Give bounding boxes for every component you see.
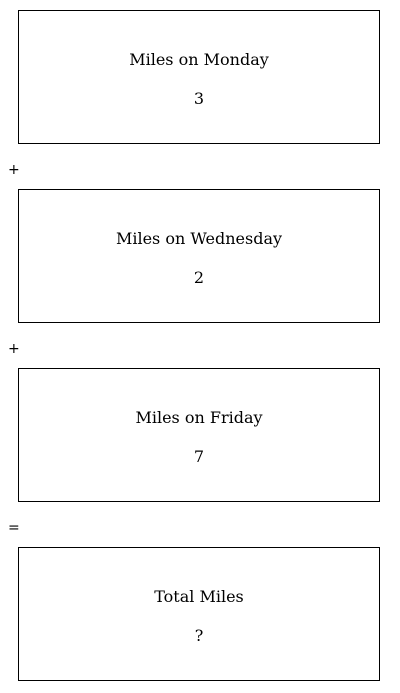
friday-value: 7 (193, 447, 205, 466)
friday-box (18, 368, 380, 502)
monday-box (18, 10, 380, 144)
wednesday-label: Miles on Wednesday (115, 229, 283, 248)
monday-value: 3 (193, 89, 205, 108)
wednesday-value: 2 (193, 268, 205, 287)
plus-operator-1: + (8, 162, 20, 178)
friday-label: Miles on Friday (135, 408, 263, 427)
total-box (18, 547, 380, 681)
wednesday-box (18, 189, 380, 323)
equals-operator: = (8, 520, 20, 536)
monday-label: Miles on Monday (129, 50, 269, 69)
plus-operator-2: + (8, 341, 20, 357)
total-label: Total Miles (154, 587, 244, 606)
total-value: ? (194, 626, 204, 645)
